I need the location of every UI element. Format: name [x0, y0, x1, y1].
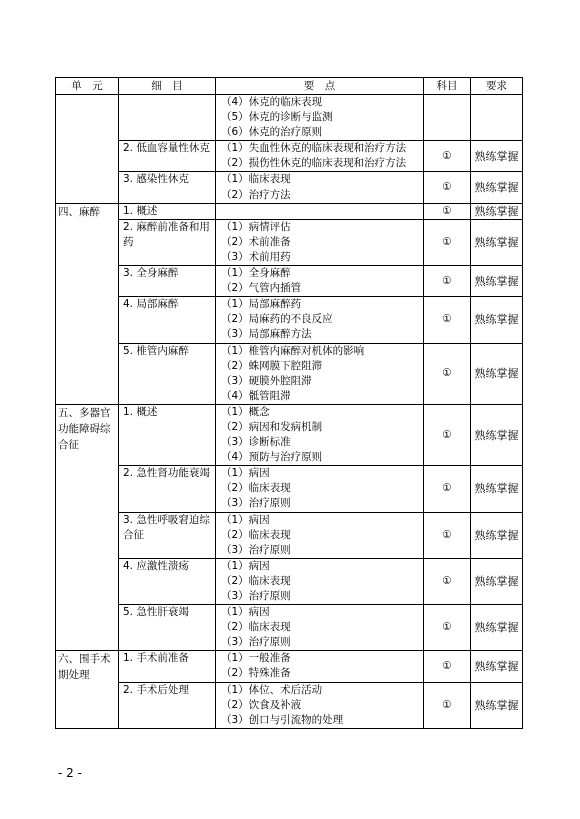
subitem-cell: 1. 概述 [119, 404, 216, 465]
subitem-cell: 2. 急性肾功能衰竭 [119, 466, 216, 512]
point-item: （4）骶管阻滞 [221, 389, 291, 402]
point-item: （3）治疗原则 [221, 636, 291, 649]
unit-cell: 五、多器官功能障碍综合征 [56, 404, 119, 651]
requirement-cell: 熟练掌握 [471, 219, 523, 265]
requirement-cell: 熟练掌握 [471, 203, 523, 219]
point-item: （2）特殊准备 [221, 667, 291, 680]
point-item: （3）治疗原则 [221, 497, 291, 510]
point-item: （2）局麻药的不良反应 [221, 313, 333, 326]
subject-cell: ① [424, 558, 471, 604]
point-item: （1）病因 [221, 513, 270, 526]
requirement-cell: 熟练掌握 [471, 404, 523, 465]
point-item: （3）创口与引流物的处理 [221, 713, 344, 726]
point-item: （2）蛛网膜下腔阻滞 [221, 359, 323, 372]
requirement-cell: 熟练掌握 [471, 172, 523, 203]
subject-cell: ① [424, 141, 471, 172]
points-cell [216, 512, 424, 558]
subject-cell: ① [424, 682, 471, 728]
point-item: （1）体位、术后活动 [221, 683, 323, 696]
point-item: （3）硬膜外腔阻滞 [221, 374, 312, 387]
point-item: （1）失血性休克的临床表现和治疗方法 [221, 142, 407, 155]
subject-cell: ① [424, 343, 471, 404]
subject-cell: ① [424, 404, 471, 465]
points-cell [216, 203, 424, 219]
point-item: （4）休克的临床表现 [221, 96, 323, 108]
subitem-cell: 3. 感染性休克 [119, 172, 216, 203]
point-item: （2）损伤性休克的临床表现和治疗方法 [221, 157, 407, 170]
unit-cell: 四、麻醉 [56, 203, 119, 404]
table-row [56, 343, 523, 404]
subject-cell: ① [424, 512, 471, 558]
points-cell [216, 404, 424, 465]
unit-cell: 六、围手术期处理 [56, 651, 119, 728]
header-row [56, 78, 523, 95]
header-points: 要 点 [216, 78, 424, 95]
header-requirement: 要求 [471, 78, 523, 95]
subject-cell: ① [424, 297, 471, 343]
requirement-cell: 熟练掌握 [471, 682, 523, 728]
subitem-cell: 1. 手术前准备 [119, 651, 216, 682]
subitem-cell: 3. 急性呼吸窘迫综合征 [119, 512, 216, 558]
requirement-cell [471, 95, 523, 141]
requirement-cell: 熟练掌握 [471, 266, 523, 297]
points-cell [216, 343, 424, 404]
table-row [56, 172, 523, 203]
subitem-cell: 3. 全身麻醉 [119, 266, 216, 297]
header-unit: 单 元 [56, 78, 119, 95]
points-cell [216, 297, 424, 343]
requirement-cell: 熟练掌握 [471, 297, 523, 343]
table-row [56, 219, 523, 265]
subject-cell: ① [424, 605, 471, 651]
subject-cell: ① [424, 266, 471, 297]
point-item: （1）病情评估 [221, 220, 291, 233]
requirement-cell: 熟练掌握 [471, 558, 523, 604]
points-cell [216, 172, 424, 203]
point-item: （6）休克的治疗原则 [221, 126, 323, 139]
table-row [56, 651, 523, 682]
points-cell [216, 605, 424, 651]
point-item: （3）治疗原则 [221, 590, 291, 602]
point-item: （2）临床表现 [221, 621, 291, 634]
subject-cell: ① [424, 219, 471, 265]
requirement-cell: 熟练掌握 [471, 512, 523, 558]
points-cell [216, 141, 424, 172]
point-item: （3）治疗原则 [221, 543, 291, 556]
subject-cell: ① [424, 172, 471, 203]
table-row [56, 203, 523, 219]
table-row [56, 512, 523, 558]
table-row [56, 605, 523, 651]
requirement-cell: 熟练掌握 [471, 466, 523, 512]
point-item: （1）局部麻醉药 [221, 298, 302, 311]
table-row [56, 141, 523, 172]
point-item: （2）治疗方法 [221, 188, 291, 201]
points-cell [216, 558, 424, 604]
syllabus-table [55, 77, 523, 729]
point-item: （2）术前准备 [221, 235, 291, 248]
page-number: - 2 - [58, 766, 82, 780]
subitem-cell: 4. 局部麻醉 [119, 297, 216, 343]
requirement-cell: 熟练掌握 [471, 343, 523, 404]
subitem-cell: 4. 应激性溃疡 [119, 558, 216, 604]
subject-cell: ① [424, 651, 471, 682]
point-item: （2）临床表现 [221, 482, 291, 495]
requirement-cell: 熟练掌握 [471, 605, 523, 651]
point-item: （5）休克的诊断与监测 [221, 111, 333, 124]
point-item: （2）临床表现 [221, 574, 291, 587]
point-item: （2）气管内插管 [221, 282, 302, 295]
point-item: （2）临床表现 [221, 528, 291, 541]
point-item: （1）椎管内麻醉对机体的影响 [221, 344, 365, 357]
point-item: （1）临床表现 [221, 173, 291, 186]
points-cell [216, 682, 424, 728]
table-row [56, 297, 523, 343]
point-item: （1）全身麻醉 [221, 267, 291, 280]
subject-cell: ① [424, 203, 471, 219]
table-row [56, 466, 523, 512]
points-cell [216, 219, 424, 265]
point-item: （1）概念 [221, 405, 270, 418]
point-item: （4）预防与治疗原则 [221, 451, 323, 464]
point-item: （3）诊断标准 [221, 436, 291, 449]
subitem-cell: 2. 低血容量性休克 [119, 141, 216, 172]
points-cell [216, 266, 424, 297]
points-cell [216, 466, 424, 512]
point-item: （2）病因和发病机制 [221, 420, 323, 433]
table-row [56, 266, 523, 297]
subitem-cell: 2. 麻醉前准备和用药 [119, 219, 216, 265]
point-item: （2）饮食及补液 [221, 698, 302, 711]
unit-cell [56, 95, 119, 204]
subitem-cell: 1. 概述 [119, 203, 216, 219]
subject-cell: ① [424, 466, 471, 512]
points-cell [216, 651, 424, 682]
header-subitem: 细 目 [119, 78, 216, 95]
subitem-cell: 2. 手术后处理 [119, 682, 216, 728]
point-item: （1）病因 [221, 606, 270, 619]
requirement-cell: 熟练掌握 [471, 141, 523, 172]
point-item: （1）一般准备 [221, 652, 291, 665]
point-item: （3）术前用药 [221, 250, 291, 263]
point-item: （1）病因 [221, 559, 270, 572]
subitem-cell: 5. 椎管内麻醉 [119, 343, 216, 404]
subitem-cell [119, 95, 216, 141]
table-row [56, 404, 523, 465]
table-row [56, 682, 523, 728]
requirement-cell: 熟练掌握 [471, 651, 523, 682]
table-row [56, 95, 523, 141]
points-cell [216, 95, 424, 141]
subitem-cell: 5. 急性肝衰竭 [119, 605, 216, 651]
point-item: （3）局部麻醉方法 [221, 328, 312, 341]
header-subject: 科目 [424, 78, 471, 95]
table-row [56, 558, 523, 604]
subject-cell [424, 95, 471, 141]
point-item: （1）病因 [221, 467, 270, 480]
